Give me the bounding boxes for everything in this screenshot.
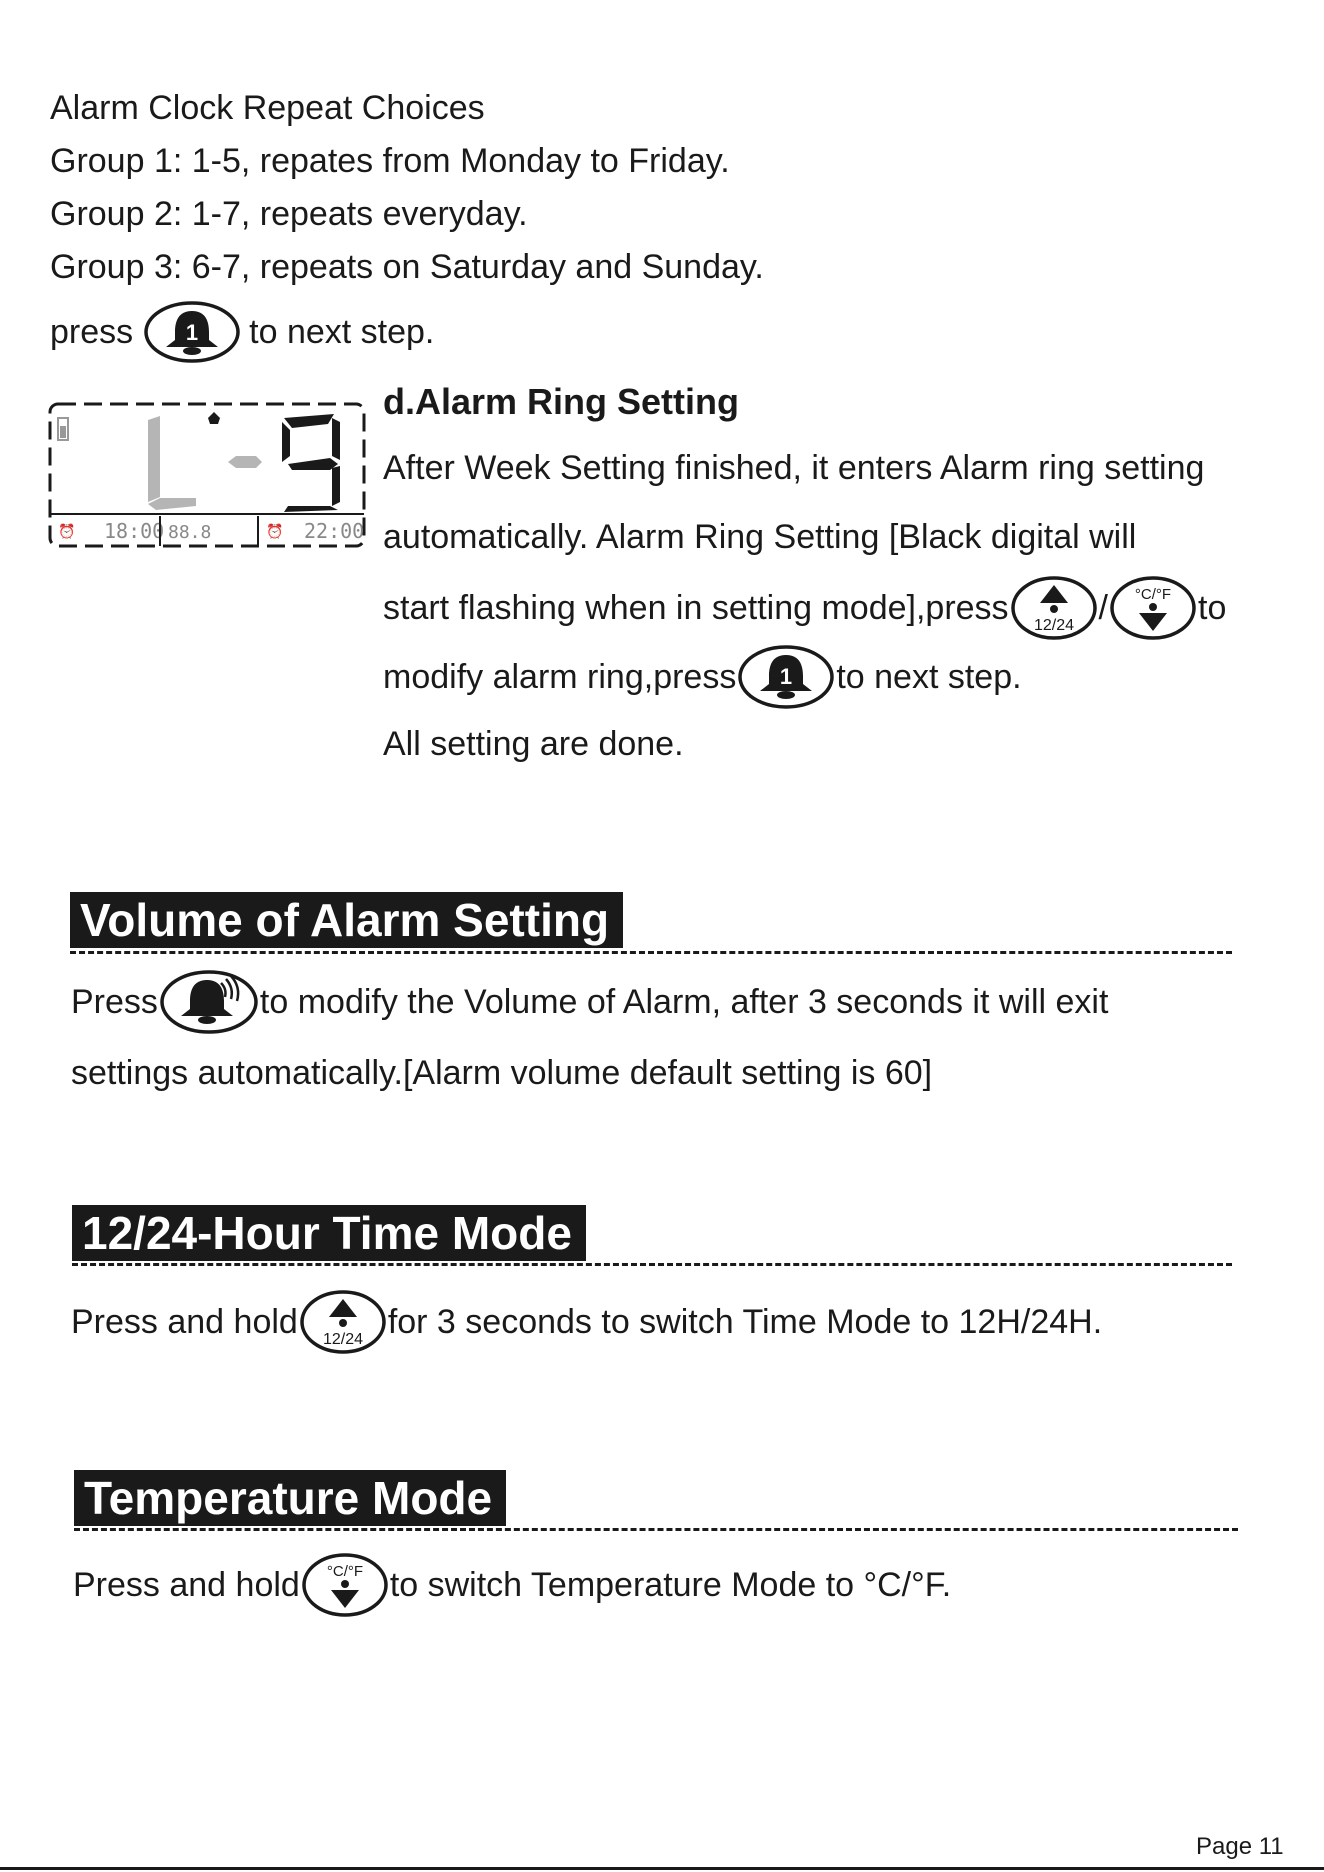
down-button-icon	[1109, 575, 1197, 641]
volume-bell-button-icon	[159, 969, 259, 1035]
up-button-label: 12/24	[1033, 617, 1074, 634]
tempmode-line	[73, 1551, 951, 1619]
ring-line-4-text: modify alarm ring,press	[383, 658, 737, 696]
volume-divider	[70, 951, 1232, 954]
ring-line-5: All setting are done.	[383, 725, 684, 763]
volume-line-1	[71, 968, 1108, 1036]
timemode-section-header: 12/24-Hour Time Mode	[72, 1205, 586, 1261]
ring-line-3	[383, 574, 1226, 642]
lcd-display-illustration	[48, 402, 366, 548]
lcd-alarm1-time: 18:00	[104, 519, 165, 543]
lcd-temperature: 88.8	[168, 522, 212, 543]
up-button-icon	[1010, 575, 1098, 641]
bell-mini-icon	[208, 412, 220, 424]
volume-section-header: Volume of Alarm Setting	[70, 892, 623, 948]
ring-line-1: After Week Setting finished, it enters Alarm ring setting	[383, 449, 1205, 487]
bell-number: 1	[186, 320, 199, 345]
timemode-line-text: for 3 seconds to switch Time Mode to 12H/24H.	[387, 1303, 1103, 1341]
repeat-press-line	[50, 298, 434, 366]
tempmode-section-header: Temperature Mode	[74, 1470, 506, 1526]
alarm-bell-button-icon	[143, 300, 241, 364]
up-button-icon	[299, 1289, 387, 1355]
volume-line-1-text: to modify the Volume of Alarm, after 3 seconds it will exit	[259, 983, 1109, 1021]
alarm-bell-button-icon	[737, 644, 835, 710]
ring-line-4	[383, 643, 1022, 711]
volume-line-2: settings automatically.[Alarm volume default setting is 60]	[71, 1054, 933, 1092]
repeat-group-1: Group 1: 1-5, repates from Monday to Friday.	[50, 142, 730, 180]
timemode-press-hold: Press and hold	[71, 1303, 298, 1341]
timemode-divider	[72, 1263, 1232, 1266]
down-button-icon	[301, 1552, 389, 1618]
ring-line-3-text: start flashing when in setting mode],press	[383, 589, 1009, 627]
bottom-rule	[0, 1867, 1324, 1870]
repeat-group-2: Group 2: 1-7, repeats everyday.	[50, 195, 528, 233]
repeat-group-3: Group 3: 6-7, repeats on Saturday and Sunday.	[50, 248, 764, 286]
battery-icon	[58, 418, 68, 440]
page-number: Page 11	[1196, 1833, 1284, 1860]
repeat-heading: Alarm Clock Repeat Choices	[50, 89, 485, 127]
tempmode-line-text: to switch Temperature Mode to °C/°F.	[389, 1566, 952, 1604]
ring-line-2: automatically. Alarm Ring Setting [Black digital will	[383, 518, 1137, 556]
ring-line-3-to: to	[1198, 589, 1227, 627]
up-button-label: 12/24	[322, 1331, 363, 1348]
tempmode-divider	[74, 1528, 1238, 1531]
timemode-line	[71, 1288, 1102, 1356]
ring-line-3-sep: /	[1098, 589, 1108, 627]
down-button-label: °C/°F	[1134, 586, 1172, 603]
bell-number: 1	[780, 664, 793, 689]
alarm1-clock-icon: ⏰	[58, 524, 76, 540]
next-step-text: to next step.	[249, 313, 435, 351]
ring-line-4-next: to next step.	[836, 658, 1022, 696]
tempmode-press-hold: Press and hold	[73, 1566, 300, 1604]
lcd-alarm2-time: 22:00	[304, 519, 365, 543]
alarm2-clock-icon: ⏰	[266, 524, 284, 540]
ring-setting-title: d.Alarm Ring Setting	[383, 381, 740, 422]
press-text: press	[50, 313, 134, 351]
volume-press-text: Press	[71, 983, 158, 1021]
down-button-label: °C/°F	[326, 1563, 363, 1580]
